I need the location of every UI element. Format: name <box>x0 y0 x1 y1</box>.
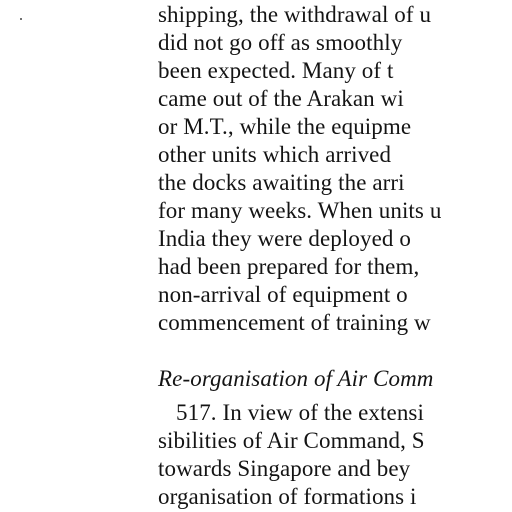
body-line-11: non-arrival of equipment o <box>158 282 408 307</box>
para2-line-2: sibilities of Air Command, S <box>158 428 425 453</box>
section-heading: Re-organisation of Air Comm <box>158 366 434 391</box>
body-line-9: India they were deployed o <box>158 226 411 251</box>
para2-line-4: organisation of formations i <box>158 484 417 509</box>
body-line-10: had been prepared for them, <box>158 254 420 279</box>
body-line-7: the docks awaiting the arri <box>158 170 405 195</box>
body-line-2: did not go off as smoothly <box>158 30 403 55</box>
body-line-3: been expected. Many of t <box>158 58 394 83</box>
para2-line-1: 517. In view of the extensi <box>176 400 424 425</box>
body-line-4: came out of the Arakan wi <box>158 86 404 111</box>
body-line-5: or M.T., while the equipme <box>158 114 412 139</box>
body-line-12: commencement of training w <box>158 310 431 335</box>
scan-speck <box>20 18 22 20</box>
body-line-1: shipping, the withdrawal of u <box>158 2 432 27</box>
para2-line-3: towards Singapore and bey <box>158 456 411 481</box>
body-line-6: other units which arrived <box>158 142 392 167</box>
body-line-8: for many weeks. When units u <box>158 198 442 223</box>
